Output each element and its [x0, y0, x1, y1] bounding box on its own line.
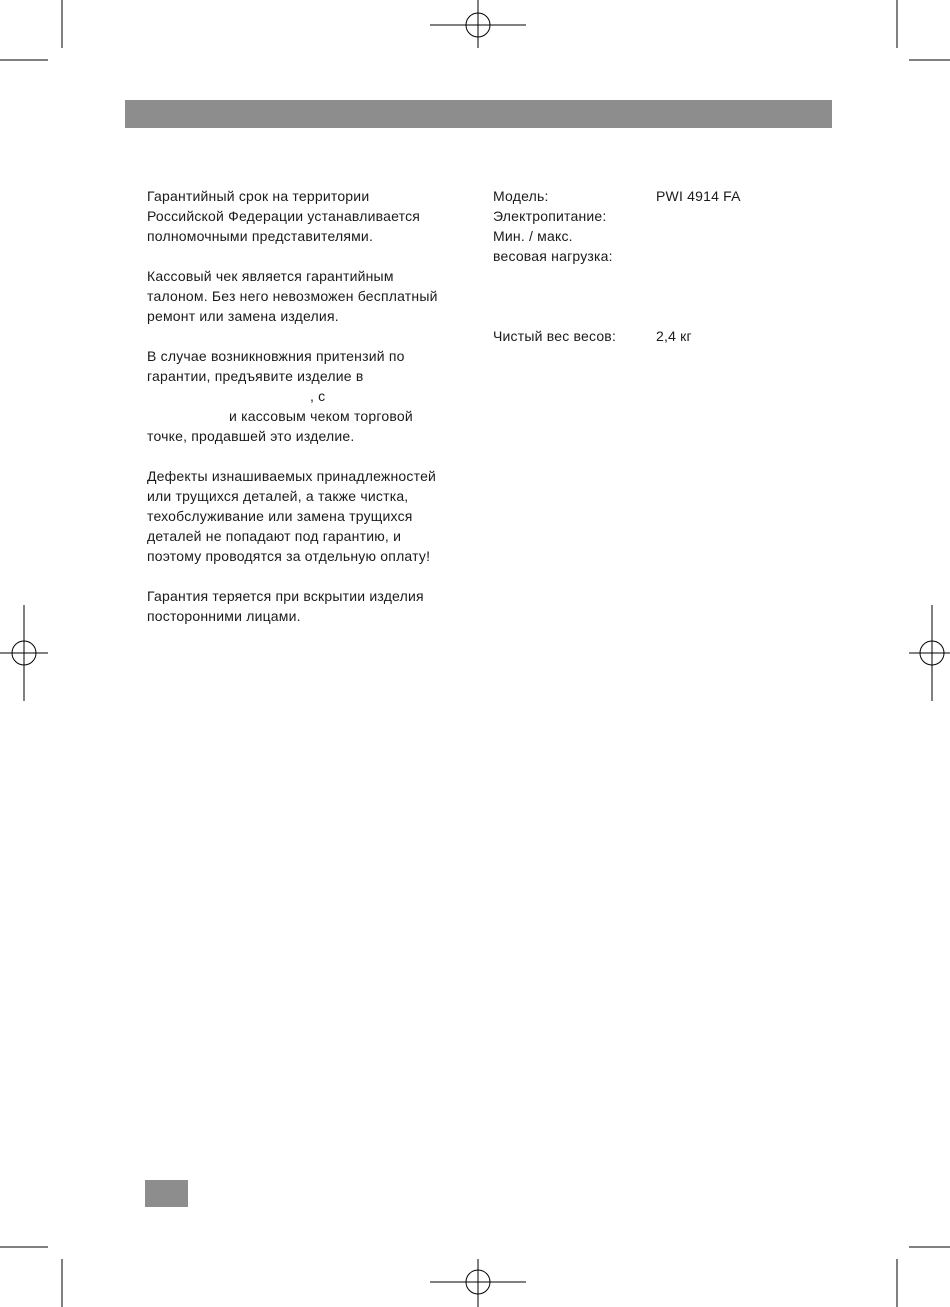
text-line: Гарантийный срок на территории	[147, 188, 370, 204]
registration-target-left	[0, 605, 48, 701]
text-line: или трущихся деталей, а также чистка,	[147, 488, 409, 504]
text-line: , с	[310, 388, 326, 404]
text-line: полномочными представителями.	[147, 228, 374, 244]
text-line: В случае возникновжния притензий по	[147, 348, 405, 364]
warranty-paragraph-claims	[147, 346, 477, 446]
text-line: Дефекты изнашиваемых принадлежностей	[147, 468, 437, 484]
spec-net-weight-value: 2,4 кг	[656, 328, 692, 344]
page-number-tab	[145, 1180, 188, 1207]
text-line: деталей не попадают под гарантию, и	[147, 528, 402, 544]
text-line: и кассовым чеком торговой	[229, 408, 413, 424]
spec-model-value: PWI 4914 FA	[656, 188, 741, 204]
spec-load-label-line1: Мин. / макс.	[493, 228, 573, 244]
header-bar	[125, 100, 832, 128]
text-line: поэтому проводятся за отдельную оплату!	[147, 548, 431, 564]
spec-load-label-line2: весовая нагрузка:	[493, 248, 613, 264]
spec-model-label: Модель:	[493, 188, 549, 204]
warranty-paragraph-void	[147, 586, 477, 626]
spec-power-label: Электропитание:	[493, 208, 607, 224]
text-line: талоном. Без него невозможен бесплатный	[147, 288, 438, 304]
warranty-paragraph-defects	[147, 466, 477, 566]
warranty-paragraph-territory	[147, 186, 477, 246]
text-line: техобслуживание или замена трущихся	[147, 508, 413, 524]
registration-target-bottom	[430, 1259, 526, 1307]
text-line: посторонними лицами.	[147, 608, 301, 624]
spec-net-weight-label: Чистый вес весов:	[493, 328, 617, 344]
warranty-text	[147, 186, 477, 646]
text-line: Российской Федерации устанавливается	[147, 208, 421, 224]
text-line: ремонт или замена изделия.	[147, 308, 339, 324]
text-line: точке, продавшей это изделие.	[147, 428, 355, 444]
text-line: Гарантия теряется при вскрытии изделия	[147, 588, 424, 604]
registration-target-right	[909, 605, 950, 701]
text-line: гарантии, предъявите изделие в	[147, 368, 364, 384]
warranty-paragraph-receipt	[147, 266, 477, 326]
registration-target-top	[430, 0, 526, 48]
text-line: Кассовый чек является гарантийным	[147, 268, 394, 284]
